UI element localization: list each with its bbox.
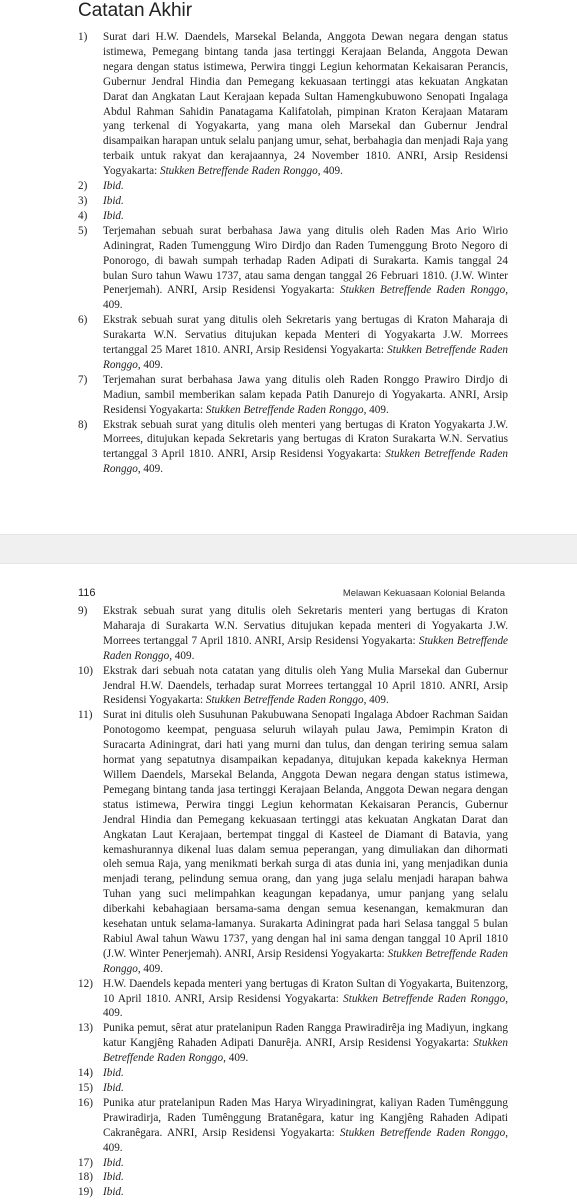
endnote-tail: , 409. — [363, 694, 389, 707]
endnote-body: Ekstrak sebuah surat yang ditulis oleh Sekretaris menteri yang bertugas di Kraton Maharaja di Surakarta W.N. Servatius ditujukan kepada menteri di Yogyakarta J.W. Morrees tertanggal 7 April 1810. ANRI, Arsip Residensi Yogyakarta: — [103, 605, 508, 647]
endnote-text — [103, 1081, 508, 1096]
endnote-number: 18) — [78, 1171, 93, 1184]
endnote-number: 19) — [78, 1186, 93, 1199]
endnote-source-title: Stukken Betreffende Raden Ronggo — [103, 947, 508, 975]
endnote — [78, 664, 508, 709]
endnote — [78, 224, 508, 313]
endnote-body: H.W. Daendels kepada menteri yang bertugas di Kraton Sultan di Yogyakarta, Buitenzorg, 10 April 1810. ANRI, Arsip Residensi Yogyakarta: — [103, 977, 508, 1005]
endnote-number: 13) — [78, 1022, 93, 1035]
endnote-text — [103, 604, 508, 664]
endnote — [78, 1081, 508, 1096]
endnote-tail: , 409. — [103, 992, 508, 1020]
endnote — [78, 194, 508, 209]
endnote-text — [103, 1066, 508, 1081]
endnotes-list-top — [78, 30, 508, 477]
endnote-source-title: Stukken Betreffende Raden Ronggo — [159, 165, 318, 178]
endnote-body: Surat ini ditulis oleh Susuhunan Pakubuwana Senopati Ingalaga Abdoer Rachman Saidan Ponotogomo keempat, penguasa seluruh wilayah pulau Jawa, Pemimpin Kraton di Suracarta Adiningrat, dari hati yang murni dan tulus, dan dengan teriring semua salam hormat yang sepatutnya disampaikan kepadanya, ditujukan kepada kakeknya Herman Willem Daendels, Marsekal Belanda, Anggota Dewan negara dengan status istimewa, Pemegang bintang tanda jasa tertinggi Kerajaan Belanda, Anggota Dewan negara dengan status istimewa, Perwira tinggi Legiun kehormatan Kekaisaran Perancis, Gubernur Jendral Hindia dan Pemegang kekuasaan tertinggi atas kekuatan Angkatan Darat dan Angkatan Laut Kerajaan, bertempat tinggal di Kasteel de Diamant di Batavia, yang kemashurannya dikenal luas dalam semua peperangan, yang dimuliakan dan dihormati oleh semua Raja, yang menikmati berkah surga di atas dunia ini, yang menjadikan dunia menjadi terang, pelindung semua orang, dan yang juga selalu menjadi harapan bahwa Tuhan yang suci melimpahkan keagungan kepadanya, umur panjang yang selalu diberkahi kebahagiaan bersama-sama dengan semua kesenangan, kemakmuran dan kesehatan untuk selama-lamanya. Surakarta Adiningrat pada hari Selasa tanggal 5 bulan Rabiul Awal tahun Wawu 1737, yang dengan hal ini sama dengan tanggal 10 April 1810 (J.W. Winter Penerjemah). ANRI, Arsip Residensi Yogyakarta: — [103, 709, 508, 960]
endnote-source-title: Ibid. — [103, 180, 124, 193]
endnote — [78, 30, 508, 179]
page-top — [0, 0, 577, 534]
endnote-source-title: Stukken Betreffende Raden Ronggo — [339, 284, 506, 297]
endnote-tail: , 409. — [137, 463, 163, 476]
endnote — [78, 1096, 508, 1156]
endnote-text — [103, 664, 508, 709]
endnote-tail: , 409. — [137, 358, 163, 371]
endnote-number: 6) — [78, 314, 88, 327]
endnote-body: Terjemahan surat berbahasa Jawa yang ditulis oleh Raden Ronggo Prawiro Dirdjo di Madiun, sambil memberikan salam kepada Patih Danurejo di Yogyakarta. ANRI, Arsip Residensi Yogyakarta: — [103, 373, 508, 416]
section-heading: Catatan Akhir — [78, 0, 193, 21]
endnote-text — [103, 708, 508, 976]
endnote-source-title: Ibid. — [103, 209, 124, 222]
endnote-tail: , 409. — [169, 649, 195, 662]
endnote — [78, 604, 508, 664]
endnote-number: 14) — [78, 1067, 93, 1080]
endnote-text — [103, 1096, 508, 1156]
endnote-source-title: Ibid. — [103, 194, 124, 207]
endnote — [78, 179, 508, 194]
endnote-tail: , 409. — [103, 284, 508, 312]
endnote — [78, 1021, 508, 1066]
endnote — [78, 1185, 508, 1200]
endnote — [78, 313, 508, 373]
endnote-text — [103, 194, 508, 209]
endnote — [78, 209, 508, 224]
endnote-tail: , 409. — [103, 1126, 508, 1154]
endnote — [78, 373, 508, 418]
endnote-body: Ekstrak dari sebuah nota catatan yang ditulis oleh Yang Mulia Marsekal dan Gubernur Jendral H.W. Daendels, terhadap surat Morrees tertanggal 10 April 1810. ANRI, Arsip Residensi Yogyakarta: — [103, 664, 508, 707]
endnote-source-title: Stukken Betreffende Raden Ronggo — [103, 1037, 508, 1065]
endnote-number: 5) — [78, 224, 88, 237]
endnote — [78, 1066, 508, 1081]
endnote-number: 9) — [78, 605, 88, 617]
endnote-tail: , 409. — [363, 403, 389, 416]
endnote-number: 7) — [78, 373, 88, 386]
endnote-tail: , 409. — [223, 1052, 249, 1065]
endnote-text — [103, 373, 508, 418]
endnote-source-title: Stukken Betreffende Raden Ronggo — [103, 634, 509, 662]
page-bottom — [0, 564, 577, 1200]
endnote-source-title: Stukken Betreffende Raden Ronggo — [103, 448, 509, 476]
endnote-text — [103, 313, 508, 373]
endnote-text — [103, 977, 508, 1022]
endnote-tail: , 409. — [137, 962, 163, 975]
endnote-text — [103, 179, 508, 194]
endnote-number: 2) — [78, 180, 88, 193]
page-separator — [0, 534, 577, 564]
endnote-number: 12) — [78, 977, 93, 990]
endnote-text — [103, 418, 508, 478]
endnote-number: 8) — [78, 418, 88, 431]
endnote-text — [103, 30, 508, 179]
endnote — [78, 1170, 508, 1185]
endnote-number: 15) — [78, 1082, 93, 1094]
endnote-text — [103, 224, 508, 313]
endnote-number: 3) — [78, 194, 88, 207]
endnote-source-title: Ibid. — [103, 1156, 124, 1169]
endnote — [78, 708, 508, 976]
endnote-source-title: Stukken Betreffende Raden Ronggo — [103, 344, 509, 371]
page-number: 116 — [78, 587, 96, 599]
endnote-source-title: Stukken Betreffende Raden Ronggo — [343, 992, 506, 1005]
endnote-text — [103, 1185, 508, 1200]
endnote-number: 4) — [78, 209, 88, 222]
endnote-source-title: Ibid. — [103, 1186, 124, 1199]
endnote-source-title: Ibid. — [103, 1082, 124, 1094]
endnote — [78, 977, 508, 1022]
endnote-source-title: Ibid. — [103, 1171, 124, 1184]
endnote-text — [103, 1156, 508, 1171]
endnote-source-title: Ibid. — [103, 1067, 124, 1080]
endnote — [78, 1156, 508, 1171]
running-head: Melawan Kekuasaan Kolonial Belanda — [342, 588, 505, 599]
endnote-number: 17) — [78, 1156, 93, 1169]
endnote-body: Surat dari H.W. Daendels, Marsekal Belanda, Anggota Dewan negara dengan status istimewa, Pemegang bintang tanda jasa tertinggi Kerajaan Belanda, Anggota Dewan negara dengan status istimewa, Perwira tinggi Legiun kehormatan Kekaisaran Perancis, Gubernur Jendral Hindia dan Pemegang kekuasaan tertinggi atas kekuatan Angkatan Darat dan Angkatan Laut Kerajaan kepada Sultan Hamengkubuwono Senopati Ingalaga Abdul Rahman Sahidin Panatagama Kalifatolah, pimpinan Kraton Kerajaan Mataram yang terkenal di Yogyakarta, yang mana oleh Marsekal dan Gubernur Jendral disampaikan harapan untuk selalu panjang umur, sehat, berbahagia dan menjadi Raja yang terbaik untuk rakyat dan kerajaannya, 24 November 1810. ANRI, Arsip Residensi Yogyakarta: — [103, 31, 508, 178]
endnote-source-title: Stukken Betreffende Raden Ronggo — [205, 403, 364, 416]
endnote-text — [103, 1170, 508, 1185]
endnote-body: Terjemahan sebuah surat berbahasa Jawa yang ditulis oleh Raden Mas Ario Wirio Adiningrat, Raden Tumenggung Wiro Dirdjo dan Raden Tumenggung Broto Negoro di Ponorogo, di bawah sumpah terhadap Raden Adipati di Surakarta. Kamis tanggal 24 bulan Suro tahun Wawu 1737, atau sama dengan tanggal 26 Februari 1810. (J.W. Winter Penerjemah). ANRI, Arsip Residensi Yogyakarta: — [103, 224, 508, 297]
endnote-body: Ekstrak sebuah surat yang ditulis oleh Sekretaris yang bertugas di Kraton Maharaja di Surakarta W.N. Servatius ditujukan kepada Menteri di Yogyakarta J.W. Morrees tertanggal 25 Maret 1810. ANRI, Arsip Residensi Yogyakarta: — [103, 314, 508, 357]
endnote-body: Punika pemut, sêrat atur pratelanipun Raden Rangga Prawiradirêja ing Madiyun, ingkang katur Kangjêng Rahaden Adipati Danurêja. ANRI, Arsip Residensi Yogyakarta: — [103, 1022, 508, 1050]
endnote-body: Ekstrak sebuah surat yang ditulis oleh menteri yang bertugas di Kraton Yogyakarta J.W. Morrees, ditujukan kepada Sekretaris yang bertugas di Kraton Surakarta W.N. Servatius tertanggal 3 April 1810. ANRI, Arsip Residensi Yogyakarta: — [103, 418, 508, 461]
endnote-text — [103, 209, 508, 224]
endnote-body: Punika atur pratelanipun Raden Mas Harya Wiryadiningrat, kaliyan Raden Tumênggung Prawiradirja, Raden Tumênggung Bratanêgara, katur ing Kangjêng Rahaden Adipati Cakranêgara. ANRI, Arsip Residensi Yogyakarta: — [103, 1096, 508, 1139]
endnotes-list-bottom — [78, 604, 508, 1200]
endnote-number: 16) — [78, 1096, 93, 1109]
endnote-tail: , 409. — [317, 165, 343, 178]
endnote-source-title: Stukken Betreffende Raden Ronggo — [205, 694, 364, 707]
endnote-number: 11) — [78, 709, 93, 722]
endnote-source-title: Stukken Betreffende Raden Ronggo — [339, 1126, 506, 1139]
endnote-number: 1) — [78, 31, 88, 43]
endnote-text — [103, 1021, 508, 1066]
endnote — [78, 418, 508, 478]
endnote-number: 10) — [78, 664, 93, 677]
